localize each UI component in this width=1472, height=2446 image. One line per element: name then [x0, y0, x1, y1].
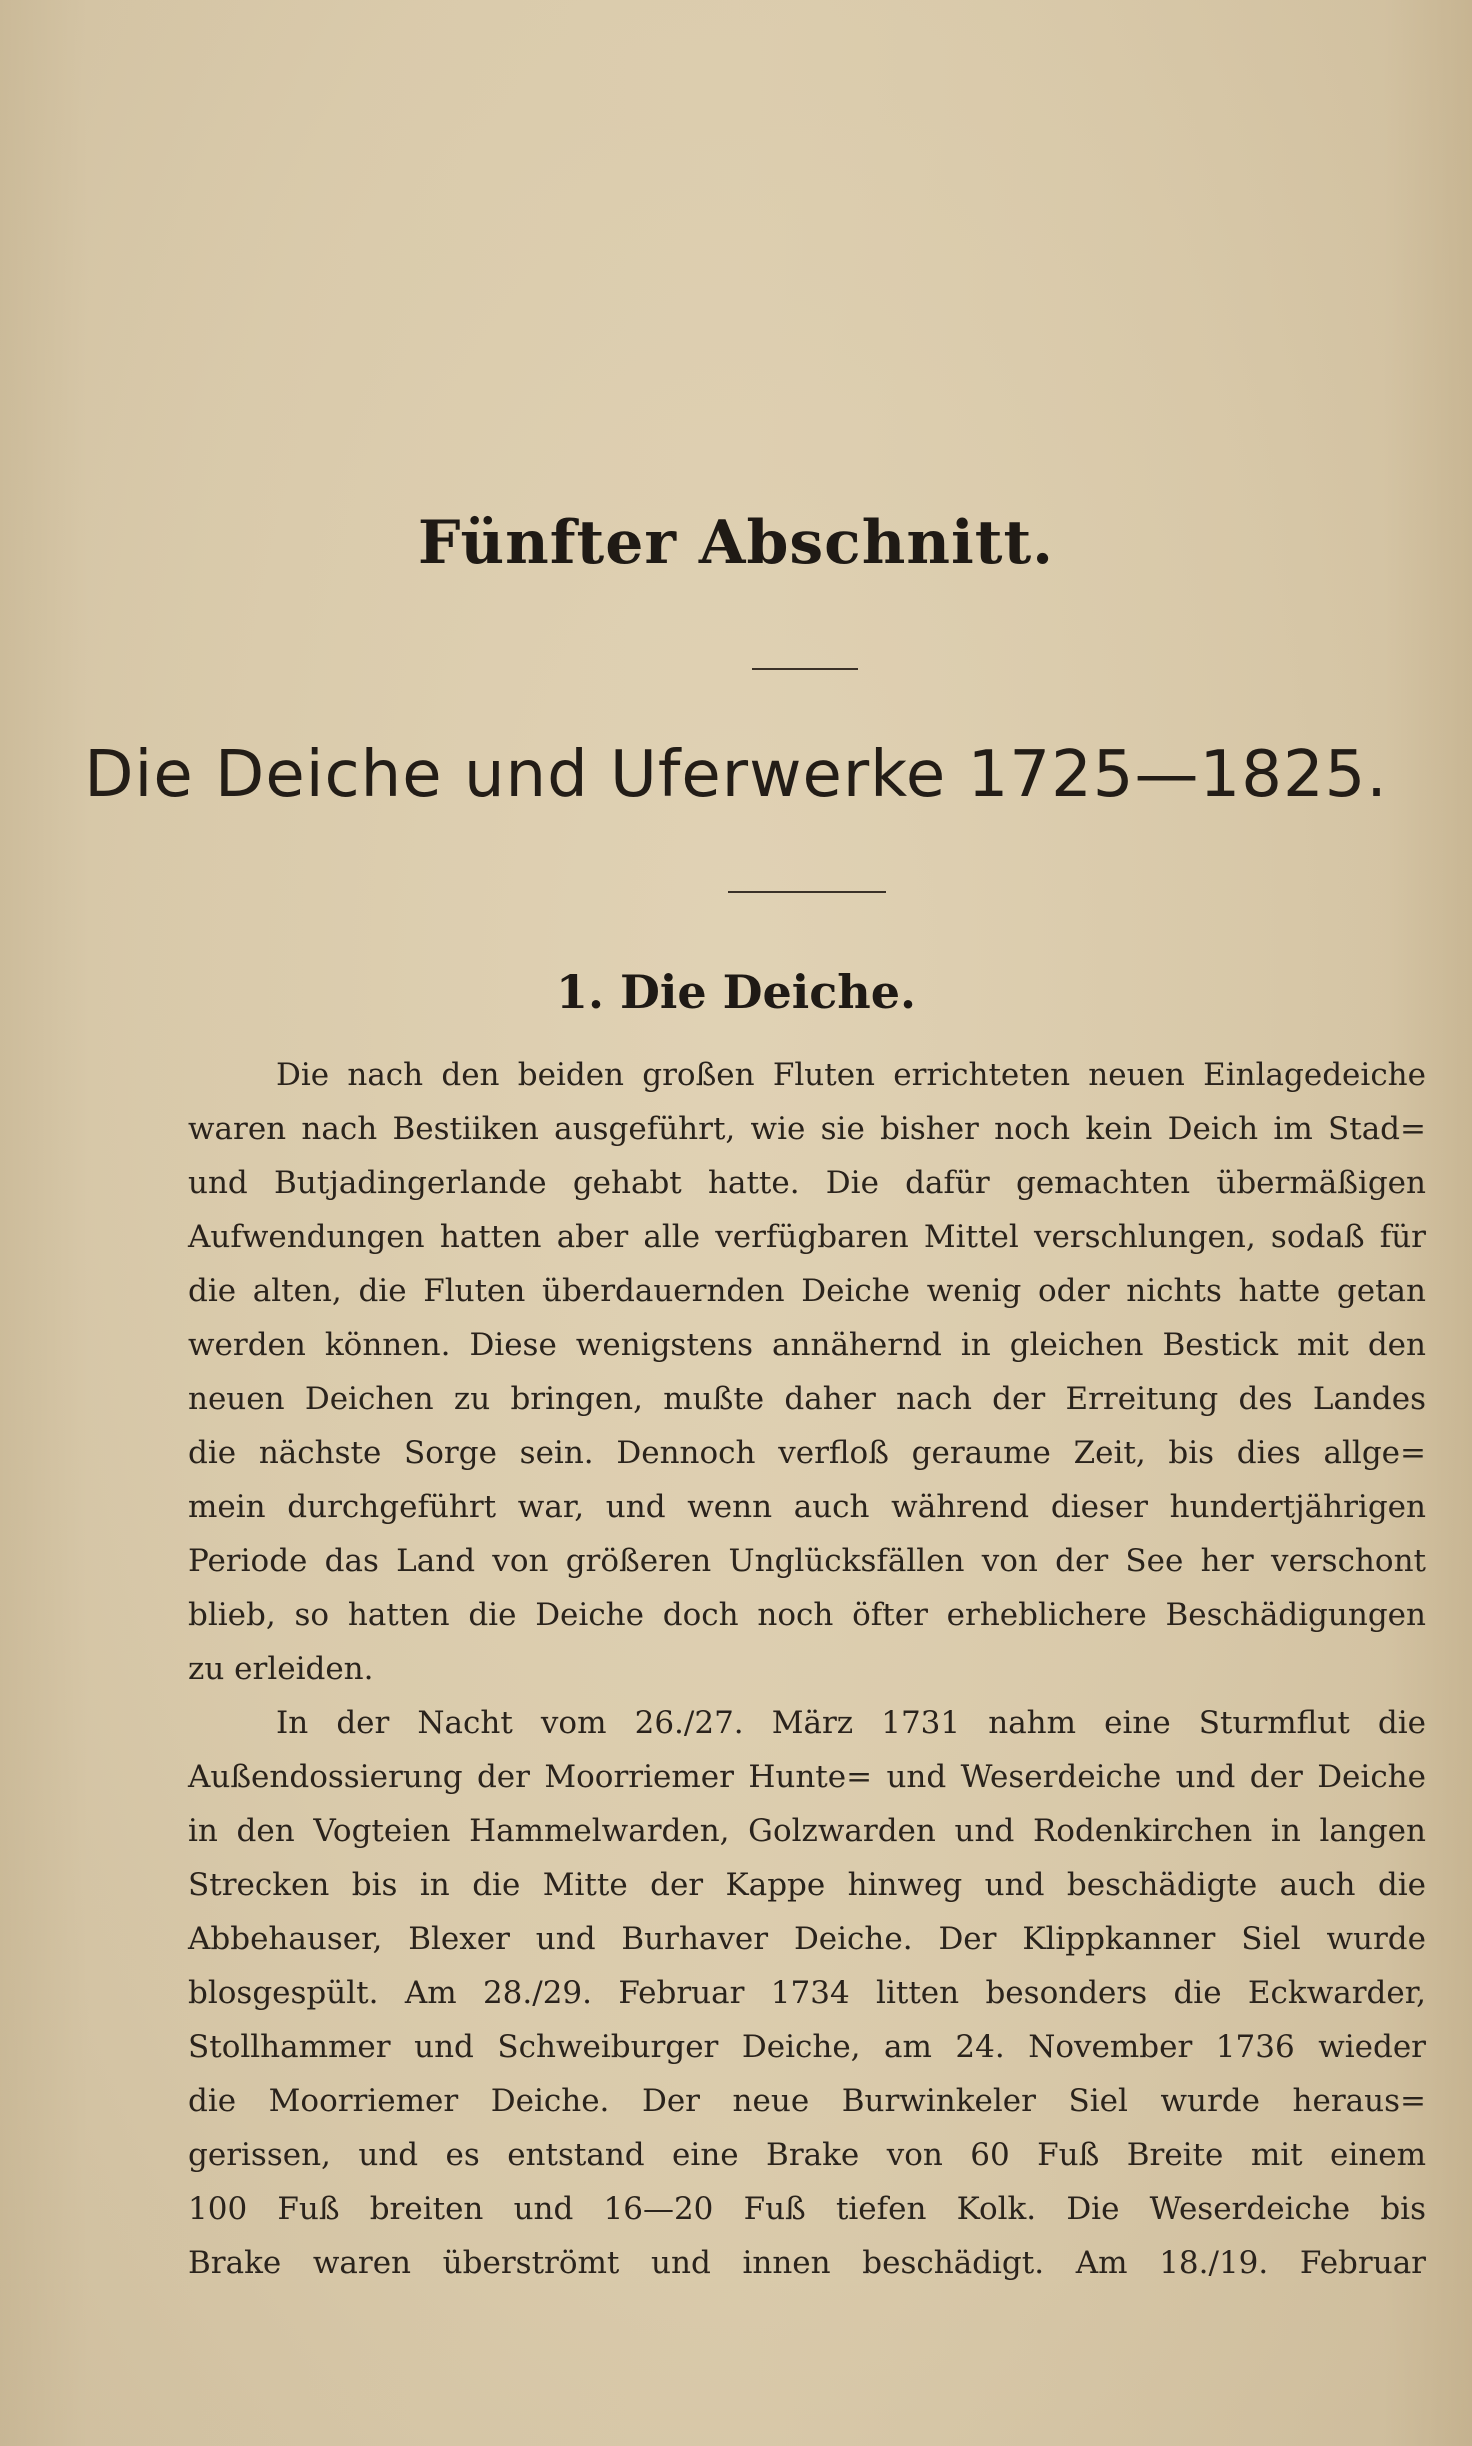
- text-line: mein durchgeführt war, und wenn auch während dieser hundertjährigen: [188, 1489, 1426, 1525]
- text-line: die nächste Sorge sein. Dennoch verfloß geraume Zeit, bis dies allge=: [188, 1435, 1426, 1471]
- text-line: Die nach den beiden großen Fluten errichteten neuen Einlagedeiche: [276, 1057, 1426, 1093]
- text-line: Aufwendungen hatten aber alle verfügbaren Mittel verschlungen, sodaß für: [188, 1219, 1426, 1255]
- text-line: gerissen, und es entstand eine Brake von 60 Fuß Breite mit einem: [188, 2137, 1426, 2173]
- text-line: Außendossierung der Moorriemer Hunte= und Weserdeiche und der Deiche: [188, 1759, 1426, 1795]
- paragraph: [188, 1048, 1426, 1696]
- chapter-title: Die Deiche und Uferwerke 1725—1825.: [84, 738, 1388, 812]
- text-line: und Butjadingerlande gehabt hatte. Die dafür gemachten übermäßigen: [188, 1165, 1426, 1201]
- text-line: 100 Fuß breiten und 16—20 Fuß tiefen Kolk. Die Weserdeiche bis: [188, 2191, 1426, 2227]
- text-line: neuen Deichen zu bringen, mußte daher nach der Erreitung des Landes: [188, 1381, 1426, 1417]
- text-line: Abbehauser, Blexer und Burhaver Deiche. Der Klippkanner Siel wurde: [188, 1921, 1426, 1957]
- text-line: Stollhammer und Schweiburger Deiche, am 24. November 1736 wieder: [188, 2029, 1426, 2065]
- text-line: waren nach Bestiiken ausgeführt, wie sie bisher noch kein Deich im Stad=: [188, 1111, 1426, 1147]
- paragraph: [188, 1696, 1426, 2290]
- text-line: zu erleiden.: [188, 1651, 374, 1687]
- body-text: [188, 1048, 1426, 2290]
- text-line: blosgespült. Am 28./29. Februar 1734 litten besonders die Eckwarder,: [188, 1975, 1426, 2011]
- text-line: werden können. Diese wenigstens annähernd in gleichen Bestick mit den: [188, 1327, 1426, 1363]
- text-line: Strecken bis in die Mitte der Kappe hinweg und beschädigte auch die: [188, 1867, 1426, 1903]
- text-line: die alten, die Fluten überdauernden Deiche wenig oder nichts hatte getan: [188, 1273, 1426, 1309]
- text-line: In der Nacht vom 26./27. März 1731 nahm eine Sturmflut die: [276, 1705, 1426, 1741]
- text-line: Brake waren überströmt und innen beschädigt. Am 18./19. Februar: [188, 2245, 1426, 2281]
- section-heading: 1. Die Deiche.: [555, 965, 917, 1019]
- text-line: in den Vogteien Hammelwarden, Golzwarden und Rodenkirchen in langen: [188, 1813, 1426, 1849]
- text-line: blieb, so hatten die Deiche doch noch öfter erheblichere Beschädigungen: [188, 1597, 1426, 1633]
- chapter-heading: Fünfter Abschnitt.: [417, 508, 1055, 578]
- divider-rule-bottom: [728, 891, 886, 893]
- text-line: Periode das Land von größeren Unglücksfällen von der See her verschont: [188, 1543, 1426, 1579]
- divider-rule-top: [752, 668, 858, 670]
- text-line: die Moorriemer Deiche. Der neue Burwinkeler Siel wurde heraus=: [188, 2083, 1426, 2119]
